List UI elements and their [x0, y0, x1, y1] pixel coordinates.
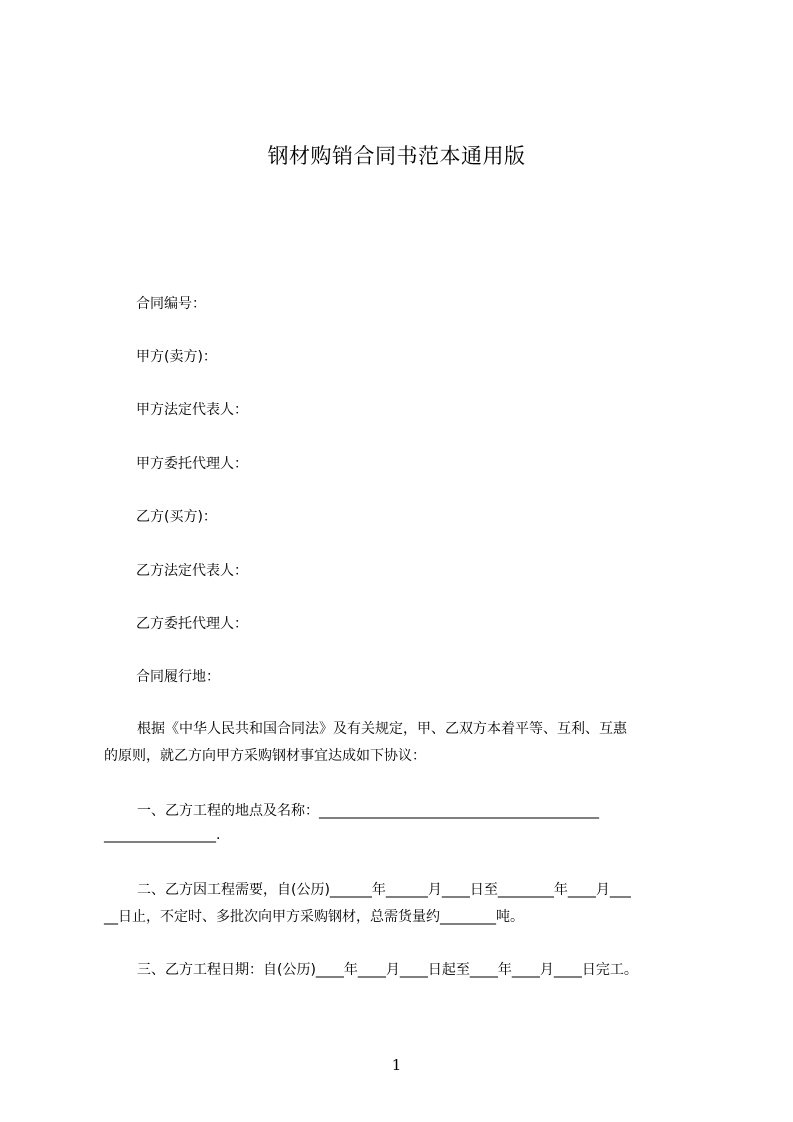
field-party-b-legal-rep: 乙方法定代表人：	[136, 563, 248, 579]
field-party-a-legal-rep: 甲方法定代表人：	[136, 402, 248, 418]
clause-3-line-1: 三、乙方工程日期：自(公历)____年____月____日起至____年____月____日完工。	[137, 962, 638, 978]
field-party-a-agent: 甲方委托代理人：	[136, 456, 248, 472]
clause-1-line-1: 一、乙方工程的地点及名称：________________________________________	[137, 803, 599, 819]
document-title: 钢材购销合同书范本通用版	[267, 144, 526, 168]
clause-2-line-1: 二、乙方因工程需要，自(公历)______年______月____日至________年____月___	[137, 882, 631, 898]
field-party-b: 乙方(买方)：	[136, 509, 217, 525]
page-number: 1	[391, 1056, 402, 1074]
field-party-b-agent: 乙方委托代理人：	[136, 616, 248, 632]
clause-2-line-2: __日止，不定时、多批次向甲方采购钢材，总需货量约________吨。	[104, 909, 524, 925]
field-contract-number: 合同编号：	[136, 296, 206, 312]
field-party-a: 甲方(卖方)：	[136, 349, 217, 365]
preamble-line-2: 的原则，就乙方向甲方采购钢材事宜达成如下协议：	[104, 748, 426, 764]
clause-1-line-2: ________________.	[104, 827, 221, 843]
field-performance-place: 合同履行地：	[136, 669, 220, 685]
preamble-line-1: 根据《中华人民共和国合同法》及有关规定，甲、乙双方本着平等、互利、互惠	[137, 721, 627, 737]
